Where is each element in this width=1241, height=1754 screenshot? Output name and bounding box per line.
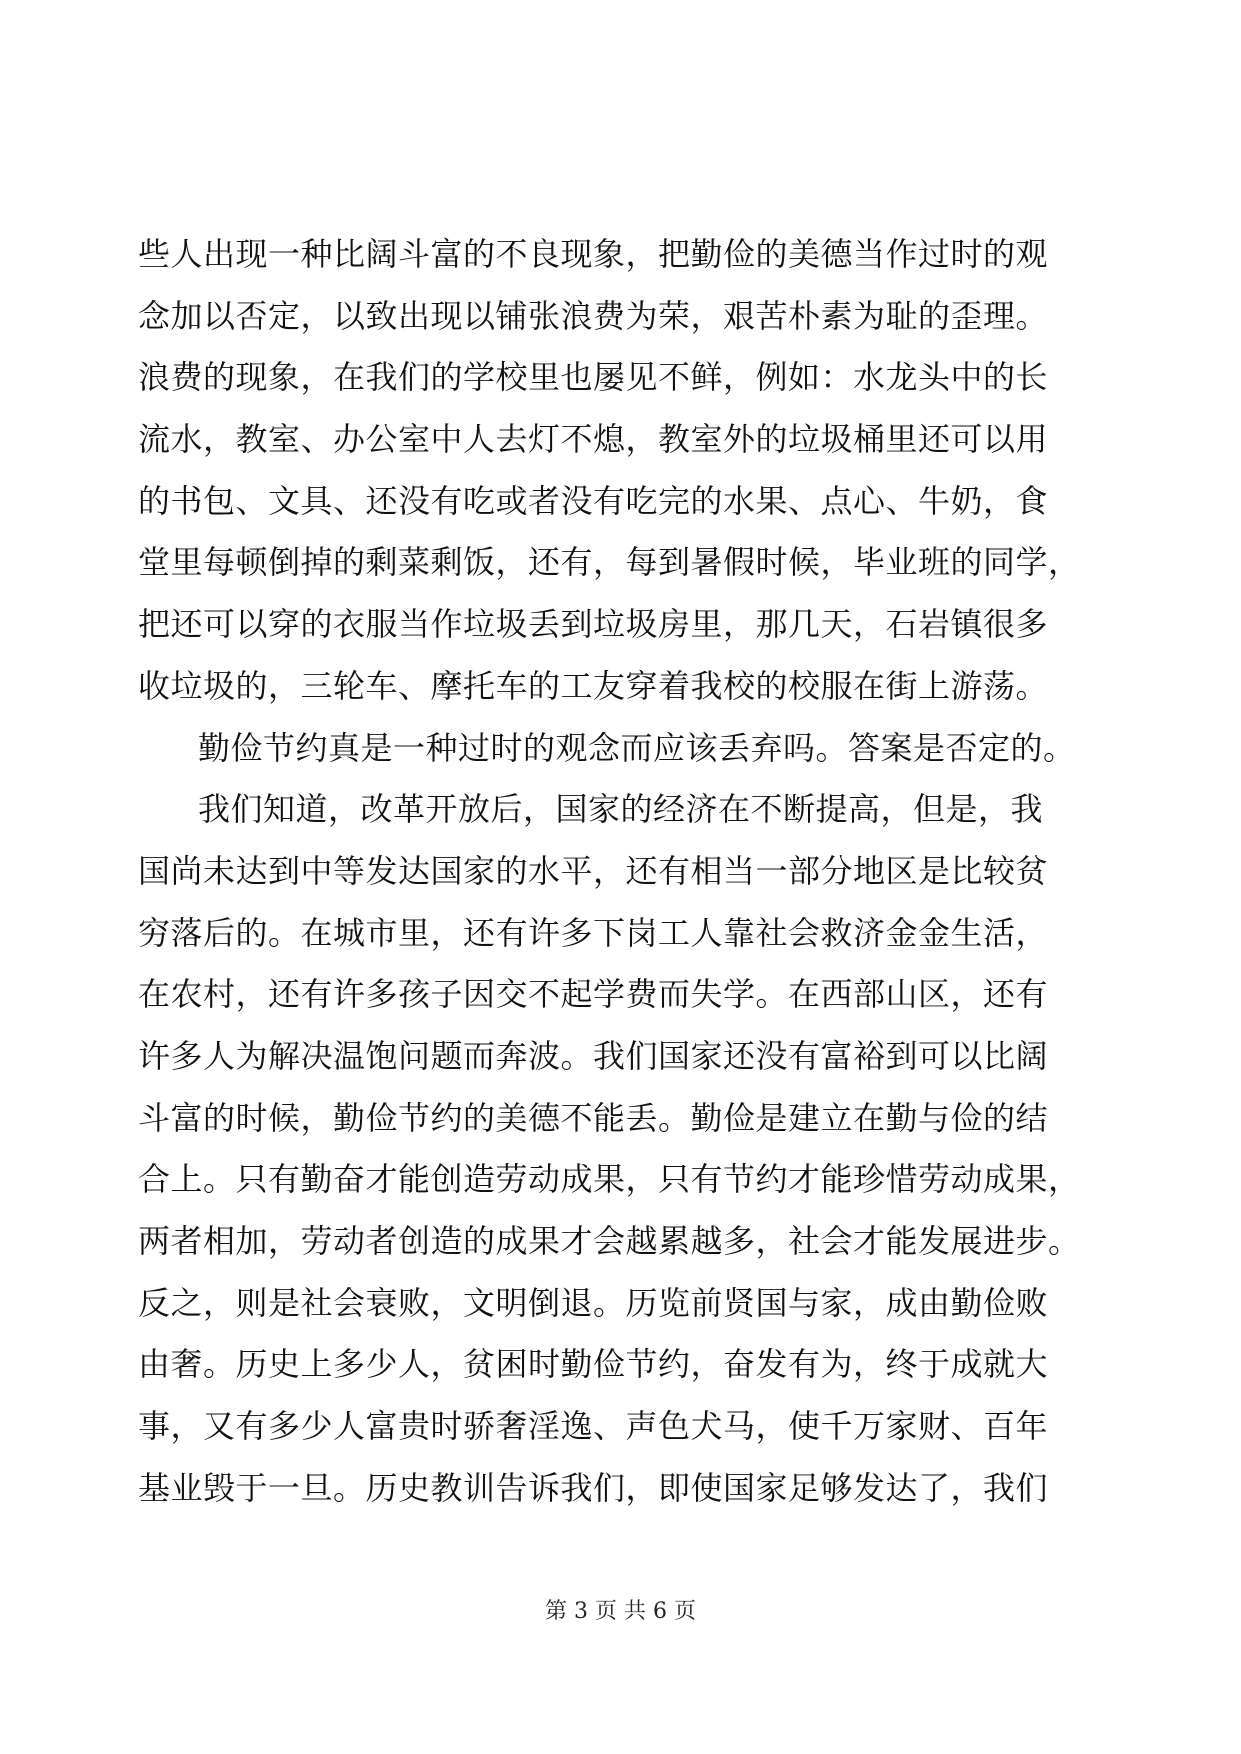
text-line: 把还可以穿的衣服当作垃圾丢到垃圾房里，那几天，石岩镇很多 <box>138 605 1049 644</box>
text-line: 两者相加，劳动者创造的成果才会越累越多，社会才能发展进步。 <box>138 1222 1081 1260</box>
text-line: 浪费的现象，在我们的学校里也屡见不鲜，例如：水龙头中的长 <box>138 358 1049 397</box>
text-line: 在农村，还有许多孩子因交不起学费而失学。在西部山区，还有 <box>138 975 1049 1014</box>
text-line: 基业毁于一旦。历史教训告诉我们，即使国家足够发达了，我们 <box>138 1468 1049 1507</box>
text-line: 国尚未达到中等发达国家的水平，还有相当一部分地区是比较贫 <box>138 851 1049 890</box>
page-number-footer: 第 3 页 共 6 页 <box>545 1599 696 1624</box>
text-line: 由奢。历史上多少人，贫困时勤俭节约，奋发有为，终于成就大 <box>138 1345 1049 1384</box>
text-line: 合上。只有勤奋才能创造劳动成果，只有节约才能珍惜劳动成果， <box>138 1160 1081 1199</box>
text-line: 收垃圾的，三轮车、摩托车的工友穿着我校的校服在街上游荡。 <box>138 666 1049 705</box>
text-line: 许多人为解决温饱问题而奔波。我们国家还没有富裕到可以比阔 <box>138 1036 1049 1075</box>
text-line: 穷落后的。在城市里，还有许多下岗工人靠社会救济金金生活， <box>138 913 1049 952</box>
text-line: 事，又有多少人富贵时骄奢淫逸、声色犬马，使千万家财、百年 <box>138 1407 1049 1446</box>
body-text <box>138 232 1098 1527</box>
text-line: 的书包、文具、还没有吃或者没有吃完的水果、点心、牛奶，食 <box>138 481 1049 520</box>
text-line: 堂里每顿倒掉的剩菜剩饭，还有，每到暑假时候，毕业班的同学， <box>138 543 1081 582</box>
paragraph-start-line: 我们知道，改革开放后，国家的经济在不断提高，但是，我 <box>198 790 1044 829</box>
paragraph-start-line: 勤俭节约真是一种过时的观念而应该丢弃吗。答案是否定的。 <box>198 728 1076 767</box>
text-line: 反之，则是社会衰败，文明倒退。历览前贤国与家，成由勤俭败 <box>138 1283 1049 1322</box>
text-line: 些人出现一种比阔斗富的不良现象，把勤俭的美德当作过时的观 <box>138 235 1049 273</box>
text-line: 念加以否定，以致出现以铺张浪费为荣，艰苦朴素为耻的歪理。 <box>138 296 1049 335</box>
text-line: 流水，教室、办公室中人去灯不熄，教室外的垃圾桶里还可以用 <box>138 420 1049 459</box>
text-line: 斗富的时候，勤俭节约的美德不能丢。勤俭是建立在勤与俭的结 <box>138 1098 1049 1137</box>
